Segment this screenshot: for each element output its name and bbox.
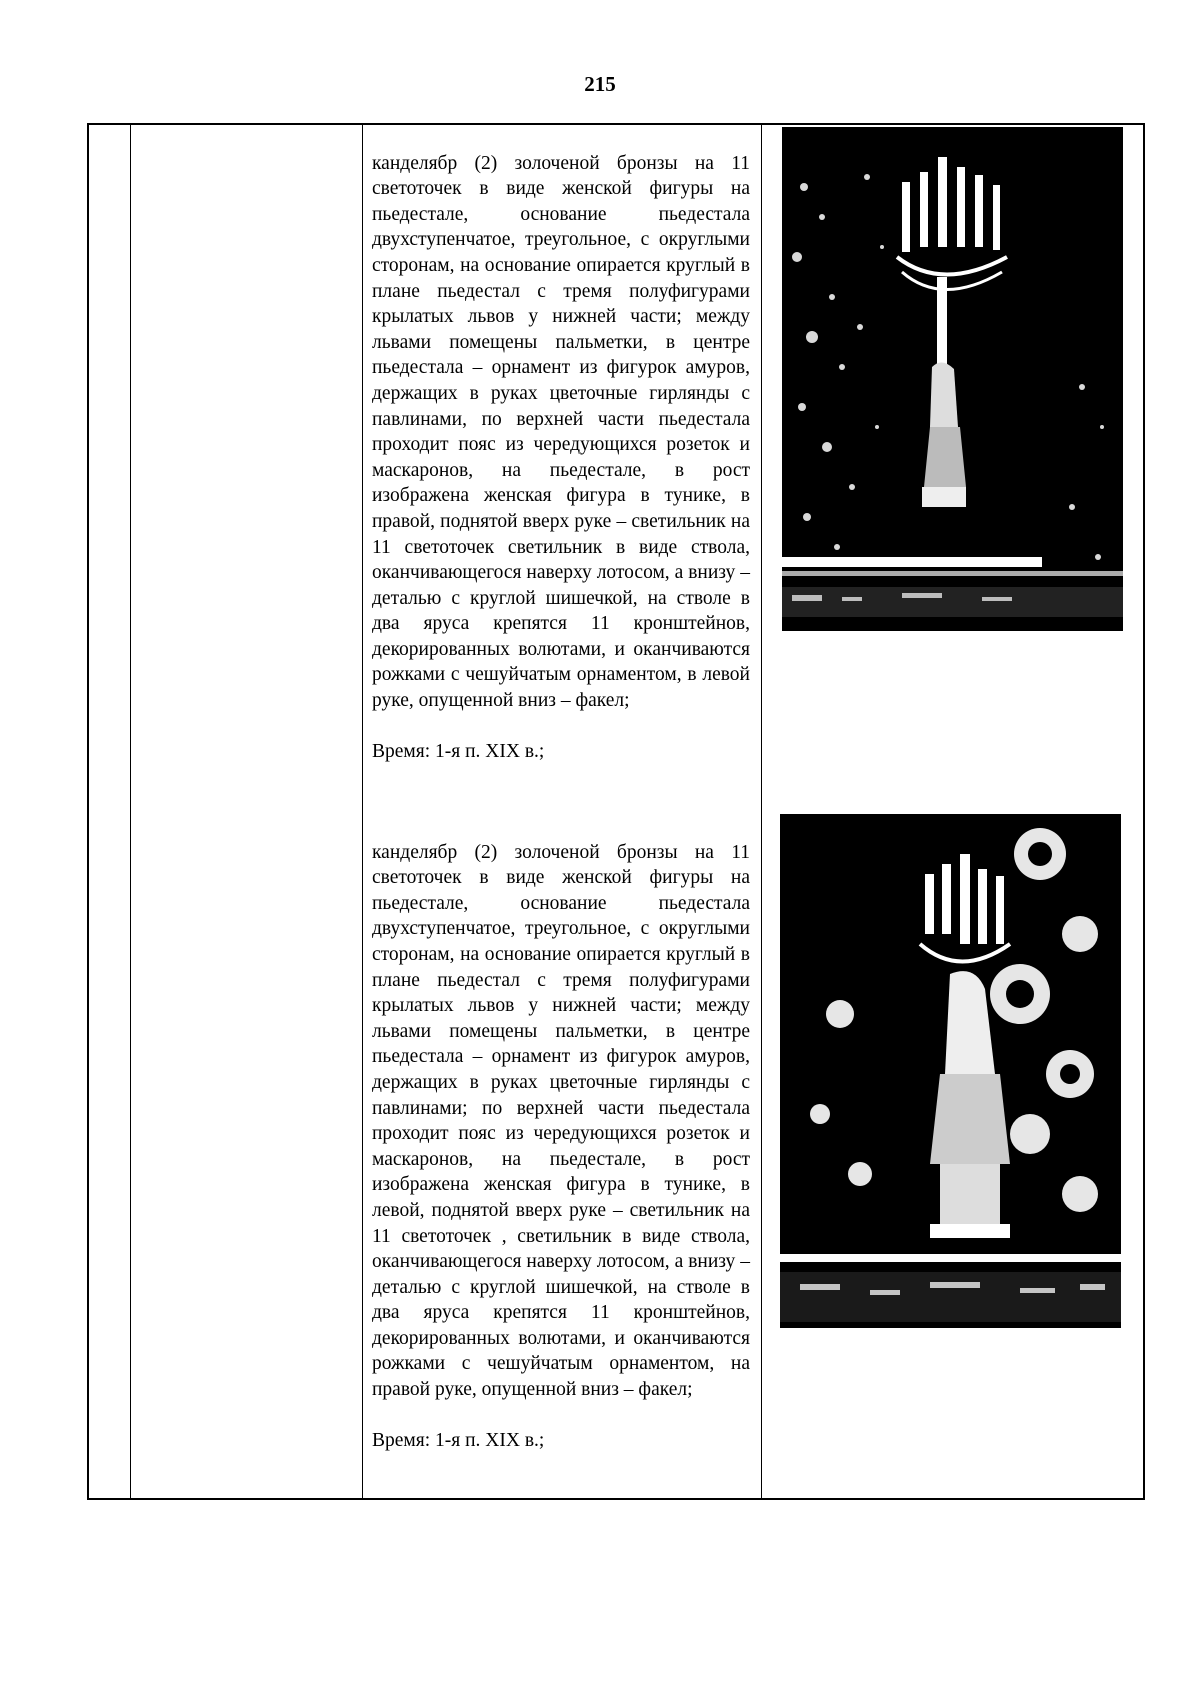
entry-1-date: Время: 1-я п. XIX в.; <box>372 741 545 763</box>
inventory-table <box>87 123 1145 1500</box>
entry-1-text-cell <box>372 125 750 790</box>
entry-2-date: Время: 1-я п. XIX в.; <box>372 1430 545 1452</box>
entry-2-text-cell <box>372 814 750 1479</box>
page-number: 215 <box>584 72 616 96</box>
column-divider-3 <box>761 125 762 1498</box>
entry-1-description: канделябр (2) золоченой бронзы на 11 светоточек в виде женской фигуры на пьедестале, основание пьедестала двухступенчатое, треугольное, с округлыми сторонам, на основание опирается круглый в плане пьедестал с тремя полуфигурами крылатых львов у нижней части; между львами помещены пальметки, в центре пьедестала – орнамент из фигурок амуров, держащих в руках цветочные гирлянды с павлинами, по верхней части пьедестала проходит пояс из чередующихся розеток и маскаронов, на пьедестале, в рост изображена женская фигура в тунике, в правой, поднятой вверх руке – светильник на 11 светоточек светильник в виде ствола, оканчивающегося наверху лотосом, а внизу – деталью с круглой шишечкой, на стволе в два яруса крепятся 11 кронштейнов, декорированных волютами, и оканчиваются рожками с чешуйчатым орнаментом, в левой руке, опущенной вниз – факел; <box>372 152 750 712</box>
entry-1-candelabrum-photo <box>782 127 1123 631</box>
entry-2-description: канделябр (2) золоченой бронзы на 11 светоточек в виде женской фигуры на пьедестале, основание пьедестала двухступенчатое, треугольное, с округлыми сторонам, на основание опирается круглый в плане пьедестал с тремя полуфигурами крылатых львов у нижней части; между львами помещены пальметки, в центре пьедестала – орнамент из фигурок амуров, держащих в руках цветочные гирлянды с павлинами; по верхней части пьедестала проходит пояс из чередующихся розеток и маскаронов, на пьедестале, в рост изображена женская фигура в тунике, в левой, поднятой вверх руке – светильник на 11 светоточек , светильник в виде ствола, оканчивающегося наверху лотосом, а внизу – деталью с круглой шишечкой, на стволе в два яруса крепятся 11 кронштейнов, декорированных волютами, и оканчиваются рожками с чешуйчатым орнаментом, на правой руке, опущенной вниз – факел; <box>372 841 750 1401</box>
column-divider-1 <box>130 125 131 1498</box>
column-divider-2 <box>362 125 363 1498</box>
entry-2-candelabrum-photo <box>780 814 1121 1328</box>
